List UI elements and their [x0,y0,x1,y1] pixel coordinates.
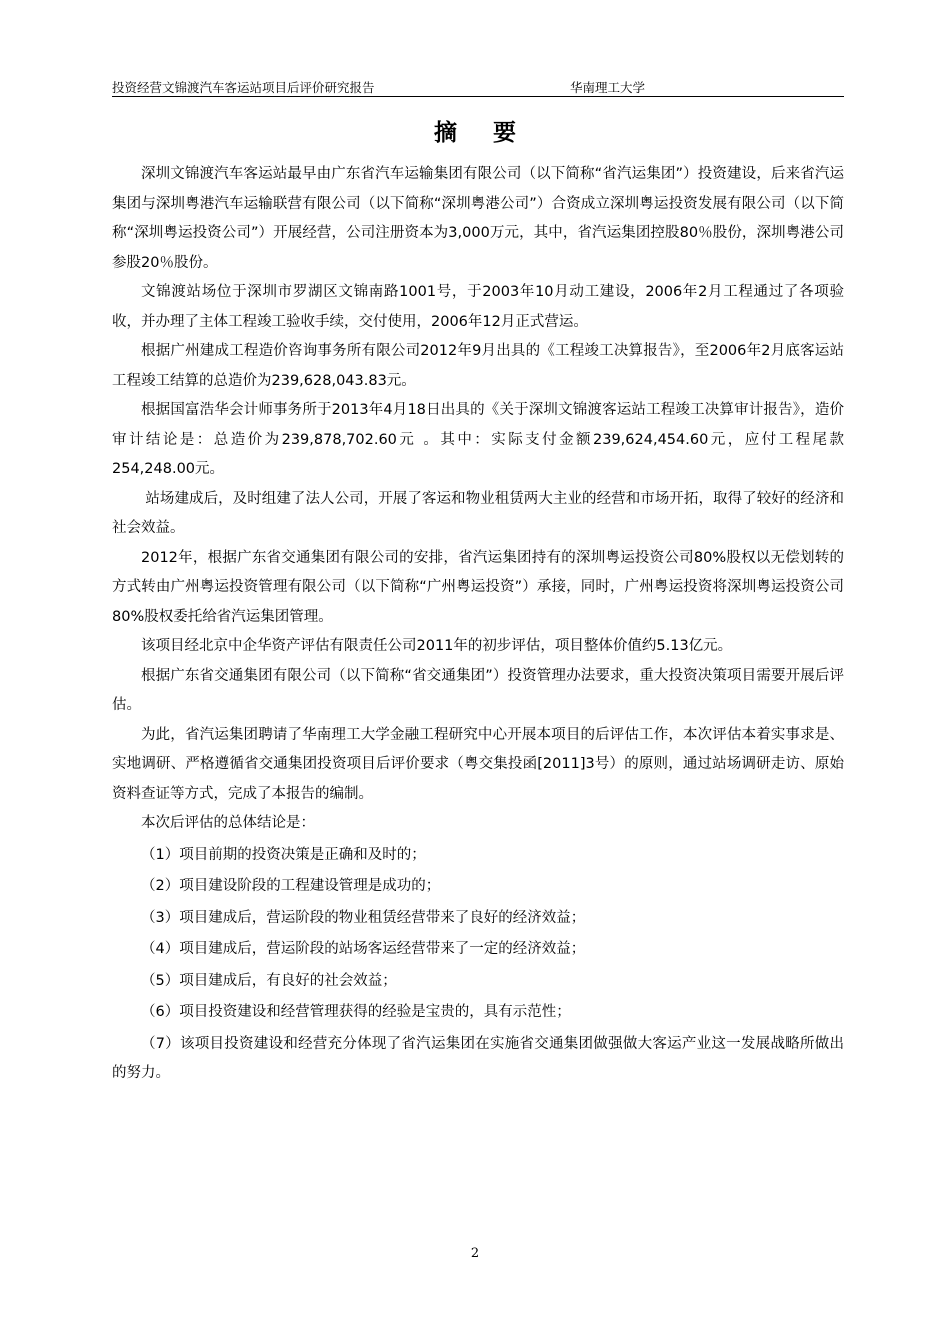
paragraph-audit: 根据国富浩华会计师事务所于2013年4月18日出具的《关于深圳文锦渡客运站工程竣工决算审计报告》，造价审计结论是：总造价为239,878,702.60元 。其中：实际支付金额239,624,454.60元，应付工程尾款254,248.00元。 [112,402,844,477]
paragraph-operations: 站场建成后，及时组建了法人公司，开展了客运和物业租赁两大主业的经营和市场开拓，取得了较好的经济和社会效益。 [112,490,844,536]
paragraph-background: 深圳文锦渡汽车客运站最早由广东省汽车运输集团有限公司（以下简称“省汽运集团”）投资建设，后来省汽运集团与深圳粤港汽车运输联营有限公司（以下简称“深圳粤港公司”）合资成立深圳粤运投资发展有限公司（以下简称“深圳粤运投资公司”）开展经营，公司注册资本为3,000万元，其中，省汽运集团控股80％股份，深圳粤港公司参股20％股份。 [112,166,844,271]
document-title: 投资经营文锦渡汽车客运站项目后评价研究报告 [112,80,375,95]
conclusion-item: （4）项目建成后，营运阶段的站场客运经营带来了一定的经济效益； [141,941,586,957]
conclusion-item: （2）项目建设阶段的工程建设管理是成功的； [141,878,441,894]
paragraph-location: 文锦渡站场位于深圳市罗湖区文锦南路1001号，于2003年10月动工建设，2006年2月工程通过了各项验收，并办理了主体工程竣工验收手续，交付使用，2006年12月正式营运。 [112,284,844,330]
paragraph-valuation: 该项目经北京中企华资产评估有限责任公司2011年的初步评估，项目整体价值约5.13亿元。 [141,638,733,654]
paragraph-settlement: 根据广州建成工程造价咨询事务所有限公司2012年9月出具的《工程竣工决算报告》，至2006年2月底客运站工程竣工结算的总造价为239,628,043.83元。 [112,343,844,389]
page-number: 2 [470,1246,480,1261]
conclusion-item: （3）项目建成后，营运阶段的物业租赁经营带来了良好的经济效益； [141,909,586,926]
abstract-body [112,160,844,1089]
university-name: 华南理工大学 [570,80,646,95]
page-header [112,80,844,97]
conclusion-item: （1）项目前期的投资决策是正确和及时的； [141,846,426,863]
conclusion-item: （6）项目投资建设和经营管理获得的经验是宝贵的，具有示范性； [141,1004,571,1020]
abstract-heading: 摘 要 [433,120,530,146]
paragraph-requirement: 根据广东省交通集团有限公司（以下简称“省交通集团”）投资管理办法要求，重大投资决策项目需要开展后评估。 [112,667,844,713]
paragraph-conclusion-intro: 本次后评估的总体结论是： [141,815,315,831]
conclusion-item: （5）项目建成后，有良好的社会效益； [141,972,397,989]
paragraph-evaluation-work: 为此，省汽运集团聘请了华南理工大学金融工程研究中心开展本项目的后评估工作，本次评估本着实事求是、实地调研、严格遵循省交通集团投资项目后评价要求（粤交集投函[2011]3号）的原则，通过站场调研走访、原始资料查证等方式，完成了本报告的编制。 [112,726,844,802]
paragraph-equity-transfer: 2012年，根据广东省交通集团有限公司的安排，省汽运集团持有的深圳粤运投资公司80%股权以无偿划转的方式转由广州粤运投资管理有限公司（以下简称“广州粤运投资”）承接，同时，广州粤运投资将深圳粤运投资公司80%股权委托给省汽运集团管理。 [112,549,844,625]
conclusion-item: （7）该项目投资建设和经营充分体现了省汽运集团在实施省交通集团做强做大客运产业这一发展战略所做出的努力。 [112,1035,844,1081]
